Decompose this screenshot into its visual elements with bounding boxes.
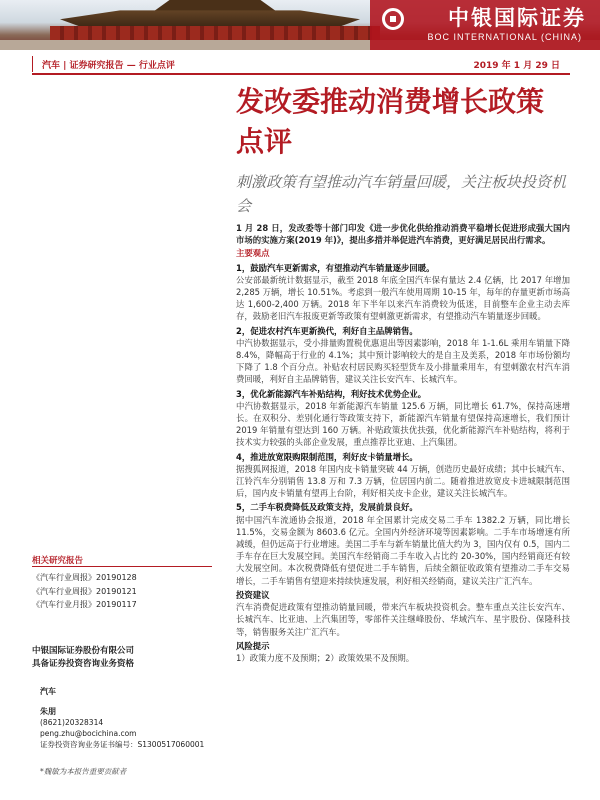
page-title: 发改委推动消费增长政策点评	[236, 85, 545, 158]
related-report-link[interactable]: 《汽车行业周报》20190121	[32, 586, 137, 596]
page-subtitle: 刺激政策有望推动汽车销量回暖，关注板块投资机会	[236, 173, 567, 215]
risk-text: 1）政策力度不及预期；2）政策效果不及预期。	[236, 652, 415, 663]
lead-text: 发改委等十部门印发《进一步优化供给推动消费平稳增长促进形成强大国内市场的实施方案(2019 年)》，提出多措并举促进汽车消费，更好满足居民出行需求。	[236, 223, 570, 246]
report-category: 汽车 | 证券研究报告 — 行业点评	[42, 61, 175, 71]
analyst-phone: (8621)20328314	[40, 718, 104, 727]
invest-heading: 投资建议	[236, 589, 270, 600]
related-reports-title: 相关研究报告	[32, 556, 84, 566]
risk-heading: 风险提示	[236, 640, 270, 651]
analyst-info	[40, 706, 230, 750]
point-text: 据搜狐网报道，2018 年国内皮卡销量突破 44 万辆，创造历史最好成绩；其中长城汽车、江铃汽车分别销售 13.8 万和 7.3 万辆，位居国内前二。随着推进放宽皮卡进城限制范围后，国内皮卡销量有望再上台阶，利好相关皮卡企业，建议关注长城汽车。	[236, 463, 570, 499]
point-heading: 5，二手车税费降低及政策支持，发展前景良好。	[236, 502, 418, 513]
analyst-sector: 汽车	[40, 687, 56, 696]
invest-text: 汽车消费促进政策有望推动销量回暖，带来汽车板块投资机会。整车重点关注长安汽车、长城汽车、比亚迪、上汽集团等，零部件关注继峰股份、华域汽车、星宇股份、保隆科技等，销售服务关注广汇汽车。	[236, 602, 570, 637]
point-text: 据中国汽车流通协会报道，2018 年全国累计完成交易二手车 1382.2 万辆，同比增长 11.5%，交易金额为 8603.6 亿元。全国内外经济环境等因素影响。二手车市场增速有所减缓，但仍远高于行业增速。美国二手车与新车销量比值大约为 3，国内仅有 0.5，国内二手车存在巨大发展空间。美国汽车经销商二手车收入占比约 20-30%，国内经销商还有较大发展空间。本次税费降低有望促进二手车销售，后续全额征收政策有望推动二手车交易增长，二手车销售有望迎来持续快速发展，利好相关经销商，建议关注广汇汽车。	[236, 514, 570, 586]
point-text: 公安部最新统计数据显示，截至 2018 年底全国汽车保有量达 2.4 亿辆，比 2017 年增加 2,285 万辆，增长 10.51%。考虑到一般汽车使用周期 10-15 年，每年的存量更新市场高达 1,600-2,400 万辆。2018 年下半年以来汽车消费较为低迷，目前整车企业主动去库存，鼓励老旧汽车报废更新等政策有望刺激更新需求，有望推动汽车销量逐步回暖。	[236, 274, 570, 322]
point-heading: 1，鼓励汽车更新需求，有望推动汽车销量逐步回暖。	[236, 262, 435, 273]
main-points-heading: 主要观点	[236, 248, 270, 259]
boc-logo-icon	[382, 8, 404, 30]
header-rule	[32, 73, 570, 75]
point-heading: 4，推进放宽限购限制范围，利好皮卡销量增长。	[236, 451, 418, 462]
point-heading: 2，促进农村汽车更新换代，利好自主品牌销售。	[236, 325, 418, 336]
point-text: 中汽协数据显示，2018 年新能源汽车销量 125.6 万辆，同比增长 61.7%，保持高速增长。在双积分、差别化通行等政策支持下，新能源汽车销量有望保持高速增长，我们预计 2019 年销量有望达到 160 万辆。补贴政策扶优扶强，优化新能源汽车补贴结构，将利于技术实力较强的头部企业发展，重点推荐比亚迪、上汽集团。	[236, 400, 570, 448]
logo-cn: 中银国际证券	[448, 5, 586, 30]
related-reports-rule	[32, 566, 212, 567]
report-body	[236, 222, 570, 664]
related-report-link[interactable]: 《汽车行业周报》20190128	[32, 573, 137, 582]
analyst-name: 朱朋	[40, 707, 56, 716]
logo-en: BOC INTERNATIONAL (CHINA)	[427, 32, 582, 42]
contributor-note: *魏敏为本报告重要贡献者	[40, 767, 127, 776]
related-reports-list	[32, 571, 222, 612]
meta-left-rule	[32, 56, 33, 72]
meta-bar	[32, 56, 570, 72]
point-text: 中汽协数据显示，受小排量购置税优惠退出等因素影响，2018 年 1-1.6L 乘用车销量下降 8.4%，降幅高于行业的 4.1%；其中预计影响较大的是自主及美系，2018 年市场份额均下降了 1.8 个百分点。补贴农村居民购买轻型货车及小排量乘用车，有望刺激农村汽车消费回暖，利好自主品牌销售，建议关注长安汽车、长城汽车。	[236, 337, 570, 385]
analyst-email[interactable]: peng.zhu@bocichina.com	[40, 729, 137, 738]
report-date: 2019 年 1 月 29 日	[473, 61, 560, 71]
lead-date: 1 月 28 日，	[236, 223, 289, 233]
analyst-cert: 证券投资咨询业务证书编号：S1300517060001	[40, 740, 205, 749]
logo-panel	[370, 0, 600, 50]
company-name: 中银国际证券股份有限公司	[32, 646, 135, 656]
header-banner	[0, 0, 600, 50]
point-heading: 3，优化新能源汽车补贴结构，利好技术优势企业。	[236, 388, 427, 399]
company-qualification: 具备证券投资咨询业务资格	[32, 659, 135, 669]
related-report-link[interactable]: 《汽车行业月报》20190117	[32, 600, 137, 610]
company-certification	[32, 645, 222, 671]
lead-paragraph	[236, 222, 570, 246]
